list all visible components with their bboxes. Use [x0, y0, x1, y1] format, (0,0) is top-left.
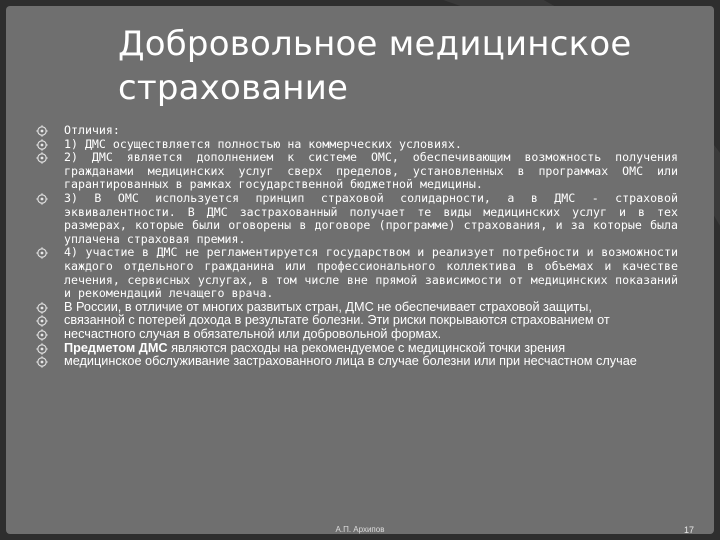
list-item-text: 4) участие в ДМС не регламентируется государством и реализует потребности и возможности каждого отдельного гражданина или профессионального коллектива в объемах и качестве лечения, сервисных услугах, в том числе вне прямой зависимости от медицинских показаний и рекомендаций лечащего врача. — [64, 245, 678, 301]
crosshair-circle-icon — [36, 343, 48, 355]
crosshair-circle-icon — [36, 125, 48, 137]
page-number: 17 — [684, 525, 695, 535]
slide-title — [118, 22, 678, 110]
list-item — [36, 124, 678, 138]
crosshair-circle-icon — [36, 302, 48, 314]
list-item — [36, 328, 678, 342]
crosshair-circle-icon — [36, 329, 48, 341]
crosshair-circle-icon — [36, 247, 48, 259]
list-item — [36, 151, 678, 192]
list-item-text: связанной с потерей дохода в результате болезни. Эти риски покрываются страхованием от — [64, 313, 610, 328]
title-line-2: страхование — [118, 68, 349, 108]
list-item-text: 1) ДМС осуществляется полностью на коммерческих условиях. — [64, 136, 462, 151]
footer-author: А.П. Архипов — [335, 525, 385, 534]
crosshair-circle-icon — [36, 152, 48, 164]
list-item — [36, 342, 678, 356]
slide — [6, 6, 714, 534]
list-item-text: Отличия: — [64, 123, 120, 137]
crosshair-circle-icon — [36, 356, 48, 368]
crosshair-circle-icon — [36, 139, 48, 151]
list-item-text: являются расходы на рекомендуемое с медицинской точки зрения — [167, 340, 566, 355]
list-item — [36, 138, 678, 152]
bullet-list — [36, 124, 678, 369]
list-item-text: В России, в отличие от многих развитых стран, ДМС не обеспечивает страховой защиты, — [64, 299, 592, 314]
list-item — [36, 301, 678, 315]
title-line-1: Добровольное медицинское — [118, 24, 632, 64]
crosshair-circle-icon — [36, 315, 48, 327]
list-item — [36, 192, 678, 246]
list-item-text: 2) ДМС является дополнением к системе ОМС, обеспечивающим возможность получения гражданами медицинских услуг сверх пределов, установленных в программах ОМС или гарантированных в рамках государственной бюджетной медицины. — [64, 150, 678, 192]
crosshair-circle-icon — [36, 193, 48, 205]
list-item-text: медицинское обслуживание застрахованного лица в случае болезни или при несчастном случае — [64, 354, 637, 369]
bold-term: Предметом ДМС — [64, 340, 168, 355]
list-item — [36, 314, 678, 328]
list-item-text: 3) В ОМС используется принцип страховой солидарности, а в ДМС - страховой эквивалентности. В ДМС застрахованный получает те виды медицинских услуг и в тех размерах, которые были оговорены в договоре (программе) страхования, и за которые была уплачена страховая премия. — [64, 190, 678, 246]
list-item — [36, 246, 678, 300]
list-item — [36, 355, 678, 369]
list-item-text: несчастного случая в обязательной или добровольной формах. — [64, 326, 442, 341]
